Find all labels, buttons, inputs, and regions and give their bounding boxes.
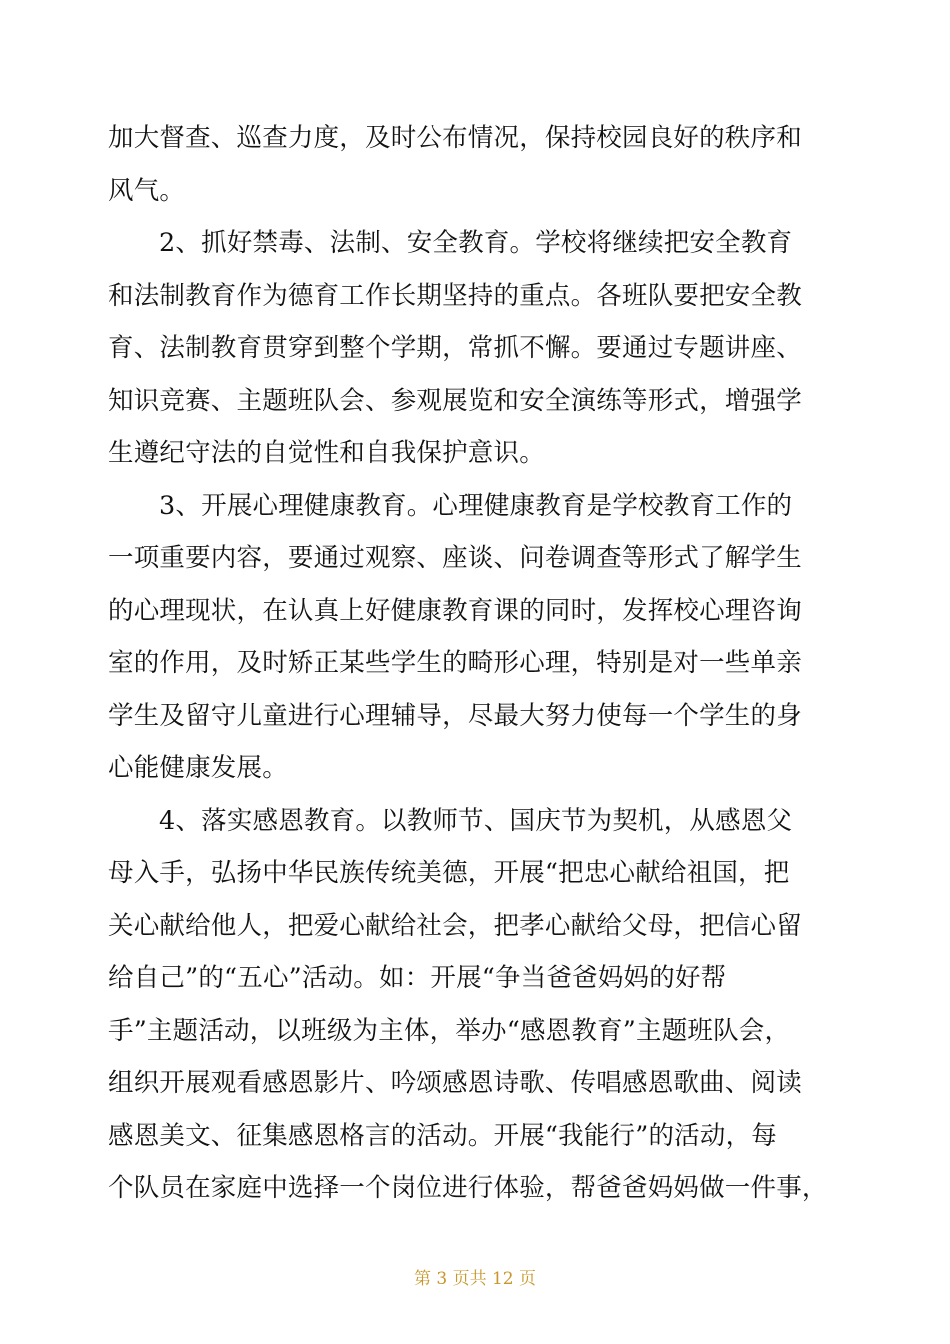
text-line: 学生及留守儿童进行心理辅导，尽最大努力使每一个学生的身: [108, 700, 802, 731]
text-line: 一项重要内容，要通过观察、座谈、问卷调查等形式了解学生: [108, 543, 802, 573]
text-line: 育、法制教育贯穿到整个学期，常抓不懈。要通过专题讲座、: [108, 333, 802, 363]
text-line: 2、抓好禁毒、法制、安全教育。学校将继续把安全教育: [159, 228, 793, 258]
text-line: 3、开展心理健康教育。心理健康教育是学校教育工作的: [159, 490, 793, 521]
text-line: 和法制教育作为德育工作长期坚持的重点。各班队要把安全教: [108, 280, 802, 311]
document-body: [108, 112, 843, 1215]
text-line: 生遵纪守法的自觉性和自我保护意识。: [108, 438, 545, 468]
text-line: 心能健康发展。: [108, 753, 288, 783]
text-line: 4、落实感恩教育。以教师节、国庆节为契机，从感恩父: [159, 805, 793, 836]
text-line: 知识竞赛、主题班队会、参观展览和安全演练等形式，增强学: [108, 385, 802, 416]
text-line: 室的作用，及时矫正某些学生的畸形心理，特别是对一些单亲: [108, 648, 802, 678]
text-line: 加大督查、巡查力度，及时公布情况，保持校园良好的秩序和: [108, 123, 802, 153]
text-line: 母入手，弘扬中华民族传统美德，开展“把忠心献给祖国，把: [108, 858, 790, 888]
page-footer: 第 3 页共 12 页: [413, 1269, 537, 1289]
text-line: 个队员在家庭中选择一个岗位进行体验，帮爸爸妈妈做一件事，: [108, 1173, 828, 1203]
text-line: 风气。: [108, 175, 186, 206]
text-line: 感恩美文、征集感恩格言的活动。开展“我能行”的活动，每: [108, 1120, 777, 1151]
text-line: 关心献给他人，把爱心献给社会，把孝心献给父母，把信心留: [108, 910, 802, 941]
text-line: 的心理现状，在认真上好健康教育课的同时，发挥校心理咨询: [108, 595, 802, 626]
text-line: 手”主题活动，以班级为主体，举办“感恩教育”主题班队会，: [108, 1015, 791, 1046]
text-line: 给自己”的“五心”活动。如：开展“争当爸爸妈妈的好帮: [108, 963, 727, 993]
text-line: 组织开展观看感恩影片、吟颂感恩诗歌、传唱感恩歌曲、阅读: [108, 1068, 802, 1098]
